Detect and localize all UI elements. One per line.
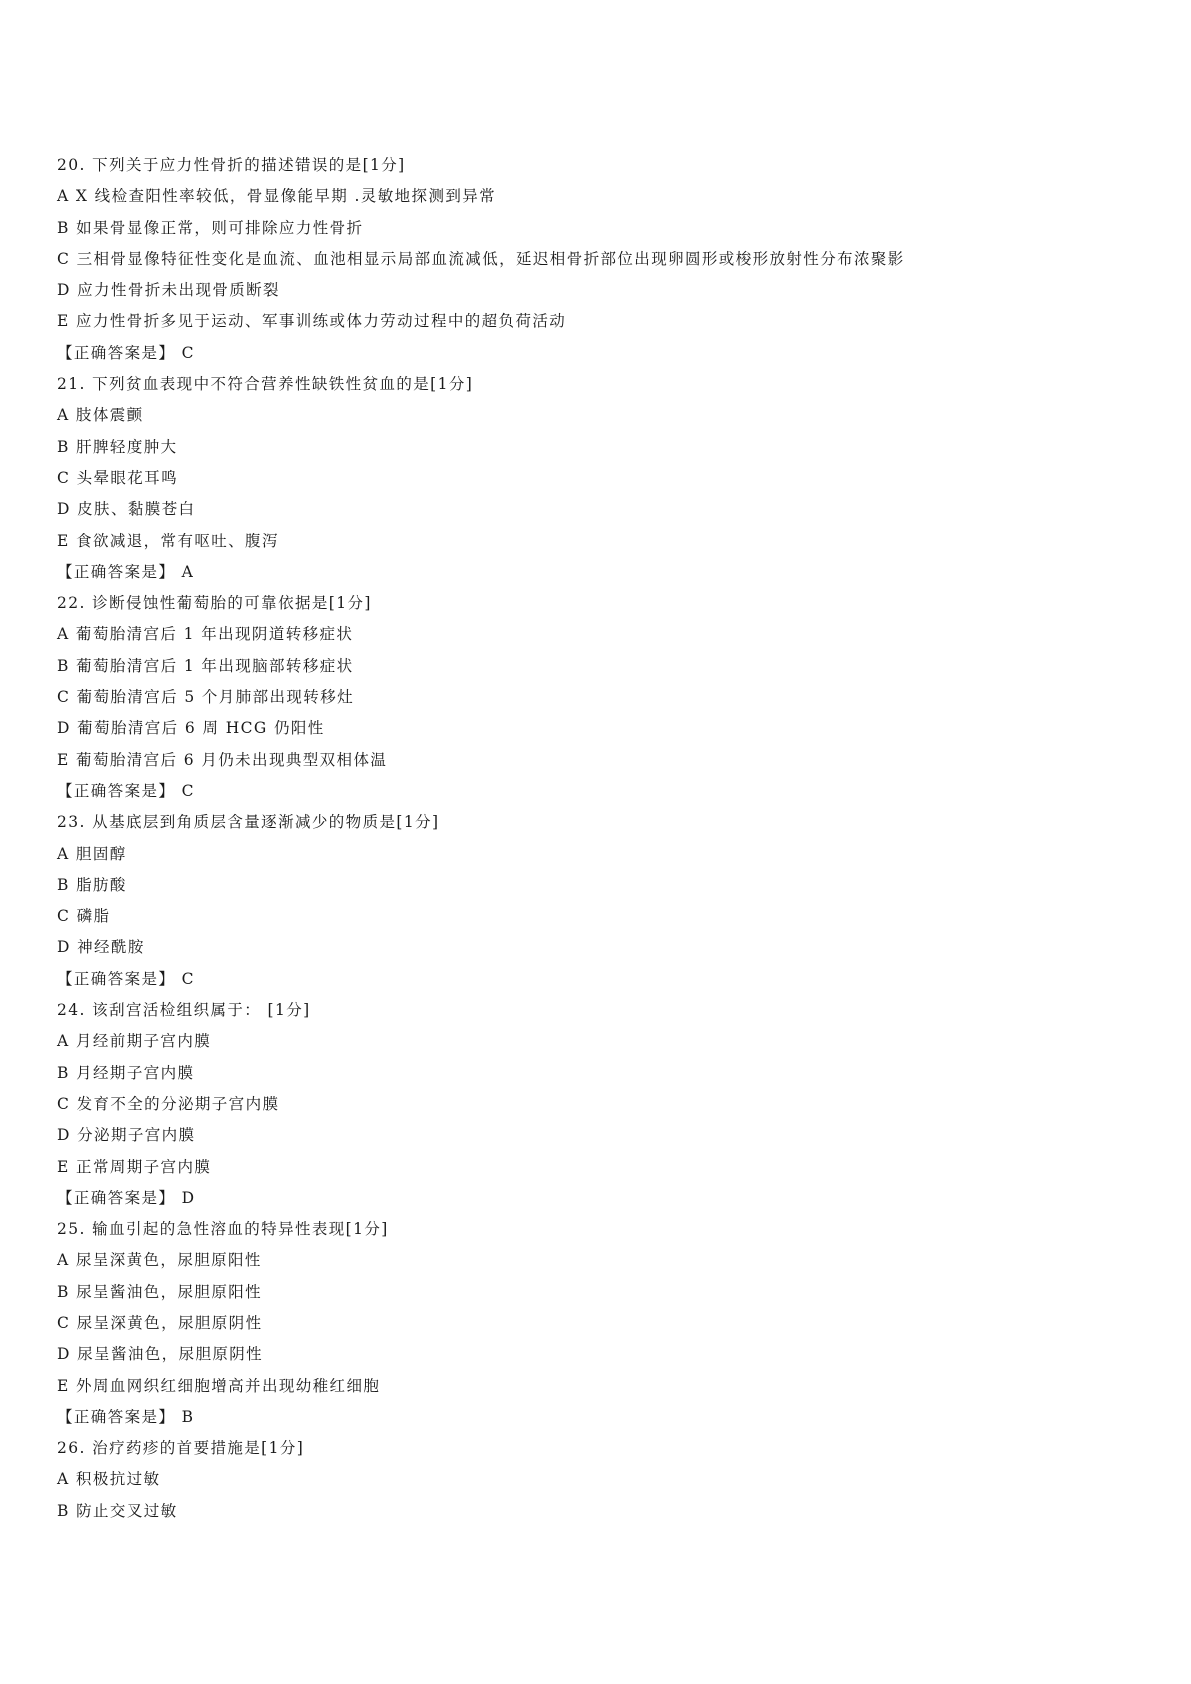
question-25-answer: 【正确答案是】 B: [57, 1407, 195, 1426]
question-24-option-c: C 发育不全的分泌期子宫内膜: [57, 1094, 280, 1113]
question-25-option-c: C 尿呈深黄色，尿胆原阴性: [57, 1313, 263, 1332]
question-25-option-a: A 尿呈深黄色，尿胆原阳性: [57, 1251, 262, 1270]
question-21-stem: 21. 下列贫血表现中不符合营养性缺铁性贫血的是[1分]: [57, 375, 474, 394]
question-22-option-e: E 葡萄胎清宫后 6 月仍未出现典型双相体温: [57, 750, 388, 769]
question-22-option-b: B 葡萄胎清宫后 1 年出现脑部转移症状: [57, 656, 354, 675]
question-20-answer: 【正确答案是】 C: [57, 343, 195, 362]
question-24-option-b: B 月经期子宫内膜: [57, 1063, 195, 1082]
question-20-option-a: A X 线检查阳性率较低，骨显像能早期 .灵敏地探测到异常: [57, 187, 497, 206]
question-20-option-d: D 应力性骨折未出现骨质断裂: [57, 281, 280, 300]
question-21-option-b: B 肝脾轻度肿大: [57, 437, 178, 456]
question-23-answer: 【正确答案是】 C: [57, 969, 195, 988]
question-21-option-c: C 头晕眼花耳鸣: [57, 468, 178, 487]
question-23-option-d: D 神经酰胺: [57, 938, 145, 957]
question-26-option-a: A 积极抗过敏: [57, 1470, 161, 1489]
question-20-stem: 20. 下列关于应力性骨折的描述错误的是[1分]: [57, 156, 406, 174]
question-25-option-b: B 尿呈酱油色，尿胆原阳性: [57, 1282, 263, 1301]
question-21-answer: 【正确答案是】 A: [57, 562, 195, 581]
question-22-option-c: C 葡萄胎清宫后 5 个月肺部出现转移灶: [57, 688, 355, 707]
question-24-option-e: E 正常周期子宫内膜: [57, 1157, 212, 1176]
question-22-answer: 【正确答案是】 C: [57, 781, 195, 800]
question-22-option-a: A 葡萄胎清宫后 1 年出现阴道转移症状: [57, 625, 354, 644]
question-26-stem: 26. 治疗药疹的首要措施是[1分]: [57, 1439, 305, 1458]
question-24-option-d: D 分泌期子宫内膜: [57, 1126, 196, 1145]
question-25-stem: 25. 输血引起的急性溶血的特异性表现[1分]: [57, 1220, 389, 1239]
question-22-option-d: D 葡萄胎清宫后 6 周 HCG 仍阳性: [57, 719, 325, 738]
question-24-option-a: A 月经前期子宫内膜: [57, 1032, 212, 1051]
question-26-option-b: B 防止交叉过敏: [57, 1501, 178, 1520]
question-25-option-e: E 外周血网织红细胞增高并出现幼稚红细胞: [57, 1376, 381, 1395]
question-20-option-b: B 如果骨显像正常，则可排除应力性骨折: [57, 218, 364, 237]
question-21-option-e: E 食欲减退，常有呕吐、腹泻: [57, 531, 279, 550]
question-22-stem: 22. 诊断侵蚀性葡萄胎的可靠依据是[1分]: [57, 594, 372, 613]
question-20-option-e: E 应力性骨折多见于运动、军事训练或体力劳动过程中的超负荷活动: [57, 312, 567, 331]
question-24-stem: 24. 该刮宫活检组织属于： [1分]: [57, 1001, 311, 1020]
question-23-option-b: B 脂肪酸: [57, 875, 127, 894]
question-23-stem: 23. 从基底层到角质层含量逐渐减少的物质是[1分]: [57, 813, 440, 832]
question-21-option-a: A 肢体震颤: [57, 406, 144, 425]
question-23-option-c: C 磷脂: [57, 907, 111, 926]
question-25-option-d: D 尿呈酱油色，尿胆原阴性: [57, 1345, 264, 1364]
question-20-option-c: C 三相骨显像特征性变化是血流、血池相显示局部血流减低，延迟相骨折部位出现卵圆形或梭形放射性分布浓聚影: [57, 249, 905, 268]
question-23-option-a: A 胆固醇: [57, 844, 127, 863]
question-24-answer: 【正确答案是】 D: [57, 1188, 196, 1207]
question-list: [57, 150, 1137, 1527]
question-21-option-d: D 皮肤、黏膜苍白: [57, 500, 196, 519]
